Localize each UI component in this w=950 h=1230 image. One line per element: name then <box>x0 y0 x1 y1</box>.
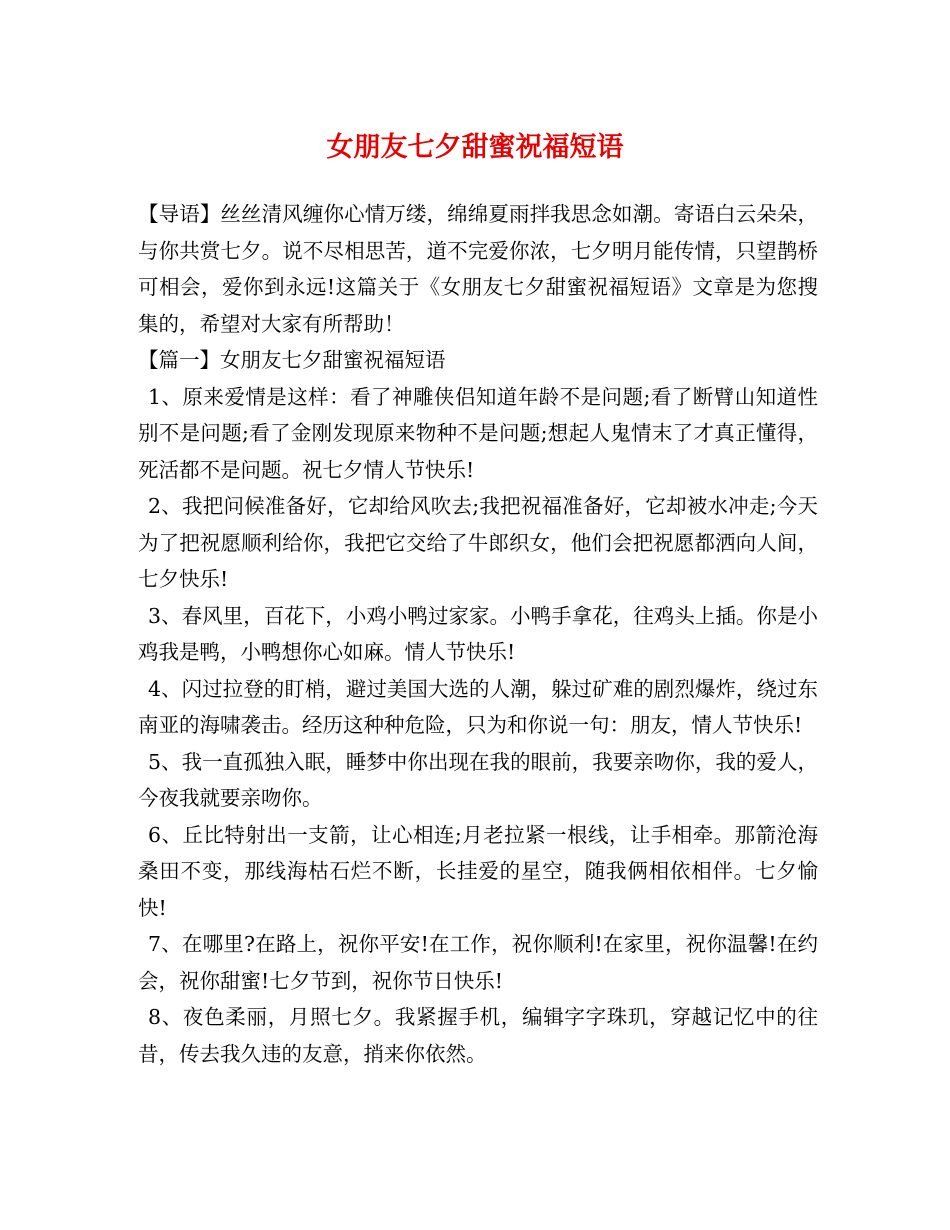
list-item: 1、原来爱情是这样：看了神雕侠侣知道年龄不是问题;看了断臂山知道性别不是问题;看了金刚发现原来物种不是问题;想起人鬼情末了才真正懂得，死活都不是问题。祝七夕情人节快乐! <box>138 384 818 482</box>
document-body <box>138 196 818 1072</box>
page-title: 女朋友七夕甜蜜祝福短语 <box>326 132 624 163</box>
section-heading: 【篇一】女朋友七夕甜蜜祝福短语 <box>138 348 446 372</box>
list-item: 3、春风里，百花下，小鸡小鸭过家家。小鸭手拿花，往鸡头上插。你是小鸡我是鸭，小鸭想你心如麻。情人节快乐! <box>138 603 818 664</box>
list-item: 6、丘比特射出一支箭，让心相连;月老拉紧一根线，让手相牵。那箭沧海桑田不变，那线海枯石烂不断，长挂爱的星空，随我俩相依相伴。七夕愉快! <box>138 822 818 920</box>
intro-paragraph: 【导语】丝丝清风缠你心情万缕，绵绵夏雨拌我思念如潮。寄语白云朵朵，与你共赏七夕。说不尽相思苦，道不完爱你浓，七夕明月能传情，只望鹊桥可相会，爱你到永远!这篇关于《女朋友七夕甜蜜祝福短语》文章是为您搜集的，希望对大家有所帮助！ <box>138 202 818 336</box>
list-item: 8、夜色柔丽，月照七夕。我紧握手机，编辑字字珠玑，穿越记忆中的往昔，传去我久违的友意，捎来你依然。 <box>138 1005 818 1066</box>
list-item: 5、我一直孤独入眠，睡梦中你出现在我的眼前，我要亲吻你，我的爱人，今夜我就要亲吻你。 <box>138 749 818 810</box>
list-item: 2、我把问候准备好，它却给风吹去;我把祝福准备好，它却被水冲走;今天为了把祝愿顺利给你，我把它交给了牛郎织女，他们会把祝愿都洒向人间，七夕快乐! <box>138 494 818 591</box>
list-item: 4、闪过拉登的盯梢，避过美国大选的人潮，躲过矿难的剧烈爆炸，绕过东南亚的海啸袭击。经历这种种危险，只为和你说一句：朋友，情人节快乐! <box>138 676 818 737</box>
list-item: 7、在哪里?在路上，祝你平安!在工作，祝你顺利!在家里，祝你温馨!在约会，祝你甜蜜!七夕节到，祝你节日快乐! <box>138 932 818 993</box>
